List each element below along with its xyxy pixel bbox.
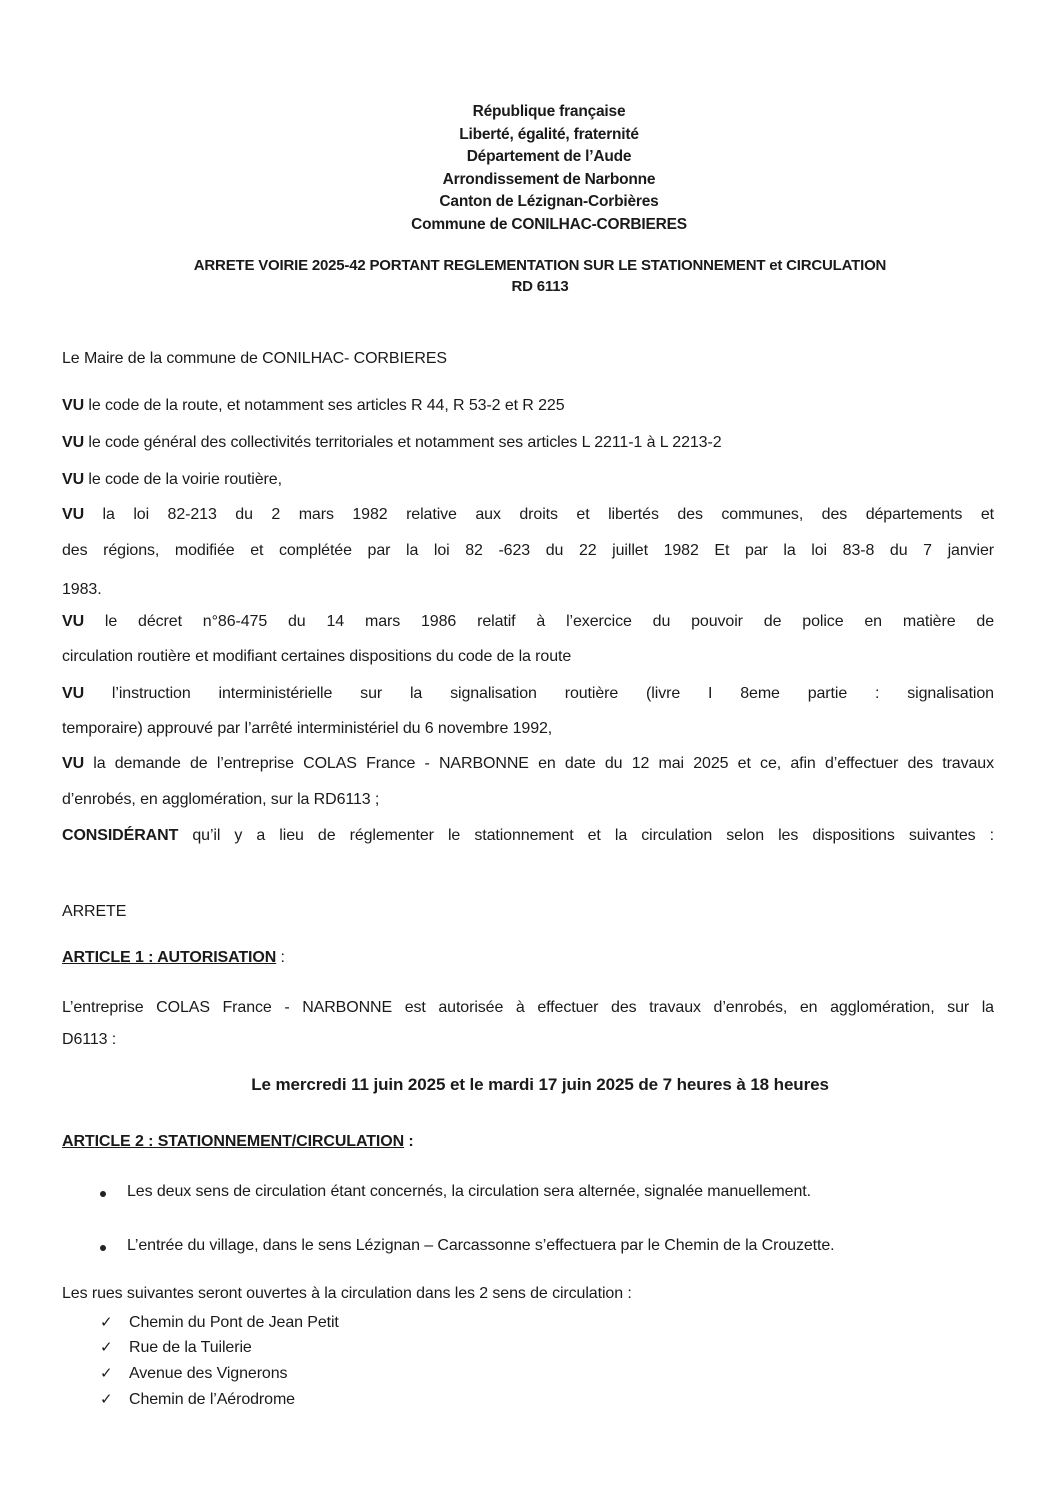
intro-mayor: Le Maire de la commune de CONILHAC- CORBIERES [62,350,447,367]
header-line-canton: Canton de Lézignan-Corbières [439,193,659,211]
bullet-icon [100,1188,110,1198]
article1-title: ARTICLE 1 : AUTORISATION [62,949,277,966]
vu-code-route [62,397,565,415]
document-header [0,101,1058,237]
article2-suffix: : [404,1133,414,1150]
checkmark-icon: ✓ [100,1314,113,1331]
decree-title-line2: RD 6113 [511,278,569,295]
article2-title: ARTICLE 2 : STATIONNEMENT/CIRCULATION [62,1133,405,1150]
vu-loi-line2: des régions, modifiée et complétée par la loi 82 -623 du 22 juillet 1982 Et par la loi 83-8 du 7 janvier [62,542,994,559]
vu-prefix: VU [62,471,85,488]
article2-heading [62,1133,414,1151]
article1-suffix: : [276,949,285,966]
checkmark-icon: ✓ [100,1391,113,1408]
vu-decret-line2: circulation routière et modifiant certaines dispositions du code de la route [62,648,572,665]
checkmark-icon: ✓ [100,1339,113,1356]
header-line-republique: République française [472,103,626,120]
vu-prefix: VU [62,755,85,772]
header-line-commune: Commune de CONILHAC-CORBIERES [411,215,687,233]
vu-prefix: VU [62,434,85,451]
decree-title [0,255,1058,297]
vu-text: le code de la voirie routière, [84,471,282,488]
vu-instruction-line2: temporaire) approuvé par l’arrêté interministériel du 6 novembre 1992, [62,720,553,737]
street-item: Rue de la Tuilerie [129,1339,252,1356]
header-line-arrondissement: Arrondissement de Narbonne [442,170,656,188]
street-item: Chemin de l’Aérodrome [129,1391,295,1408]
streets-intro: Les rues suivantes seront ouvertes à la circulation dans les 2 sens de circulation : [62,1285,632,1302]
vu-demande-line2: d’enrobés, en agglomération, sur la RD6113 ; [62,791,380,808]
vu-text: le code général des collectivités territoriales et notamment ses articles L 2211-1 à L 2213-2 [84,434,722,451]
vu-prefix: VU [62,506,85,523]
header-line-devise: Liberté, égalité, fraternité [459,125,639,143]
considerant-text: qu’il y a lieu de réglementer le stationnement et la circulation selon les dispositions suivantes : [178,827,994,844]
vu-voirie [62,471,282,489]
article2-bullet-1: Les deux sens de circulation étant concernés, la circulation sera alternée, signalée manuellement. [127,1183,811,1200]
article2-bullet-2: L’entrée du village, dans le sens Lézignan – Carcassonne s’effectuera par le Chemin de la Crouzette. [127,1237,835,1254]
article1-heading [62,949,285,967]
header-line-departement: Département de l’Aude [466,148,632,166]
vu-text: le code de la route, et notamment ses articles R 44, R 53-2 et R 225 [84,397,565,414]
street-item: Chemin du Pont de Jean Petit [129,1314,339,1331]
article1-dates-text: Le mercredi 11 juin 2025 et le mardi 17 juin 2025 de 7 heures à 18 heures [251,1075,829,1094]
vu-text: la loi 82-213 du 2 mars 1982 relative aux droits et libertés des communes, des départements et [84,506,994,523]
checkmark-icon: ✓ [100,1365,113,1382]
vu-instruction-line1 [62,685,994,703]
vu-text: le décret n°86-475 du 14 mars 1986 relatif à l’exercice du pouvoir de police en matière de [84,613,994,630]
decree-title-line1: ARRETE VOIRIE 2025-42 PORTANT REGLEMENTATION SUR LE STATIONNEMENT et CIRCULATION [193,257,887,274]
considerant-prefix: CONSIDÉRANT [62,827,179,844]
vu-demande-line1 [62,755,994,773]
article1-dates [0,1075,1058,1095]
vu-prefix: VU [62,397,85,414]
street-item: Avenue des Vignerons [129,1365,288,1382]
vu-loi-line3: 1983. [62,581,102,598]
vu-text: l’instruction interministérielle sur la signalisation routière (livre I 8eme partie : signalisation [84,685,994,702]
vu-text: la demande de l’entreprise COLAS France - NARBONNE en date du 12 mai 2025 et ce, afin d’effectuer des travaux [84,755,994,772]
vu-prefix: VU [62,613,85,630]
article1-text-line1: L’entreprise COLAS France - NARBONNE est autorisée à effectuer des travaux d’enrobés, en agglomération, sur la [62,999,994,1016]
vu-prefix: VU [62,685,85,702]
article1-text-line2: D6113 : [62,1031,117,1048]
vu-cgct [62,434,722,452]
vu-decret-line1 [62,613,994,631]
bullet-icon [100,1242,110,1252]
vu-loi-line1 [62,506,994,524]
arrete-heading: ARRETE [62,903,127,920]
considerant [62,827,994,845]
